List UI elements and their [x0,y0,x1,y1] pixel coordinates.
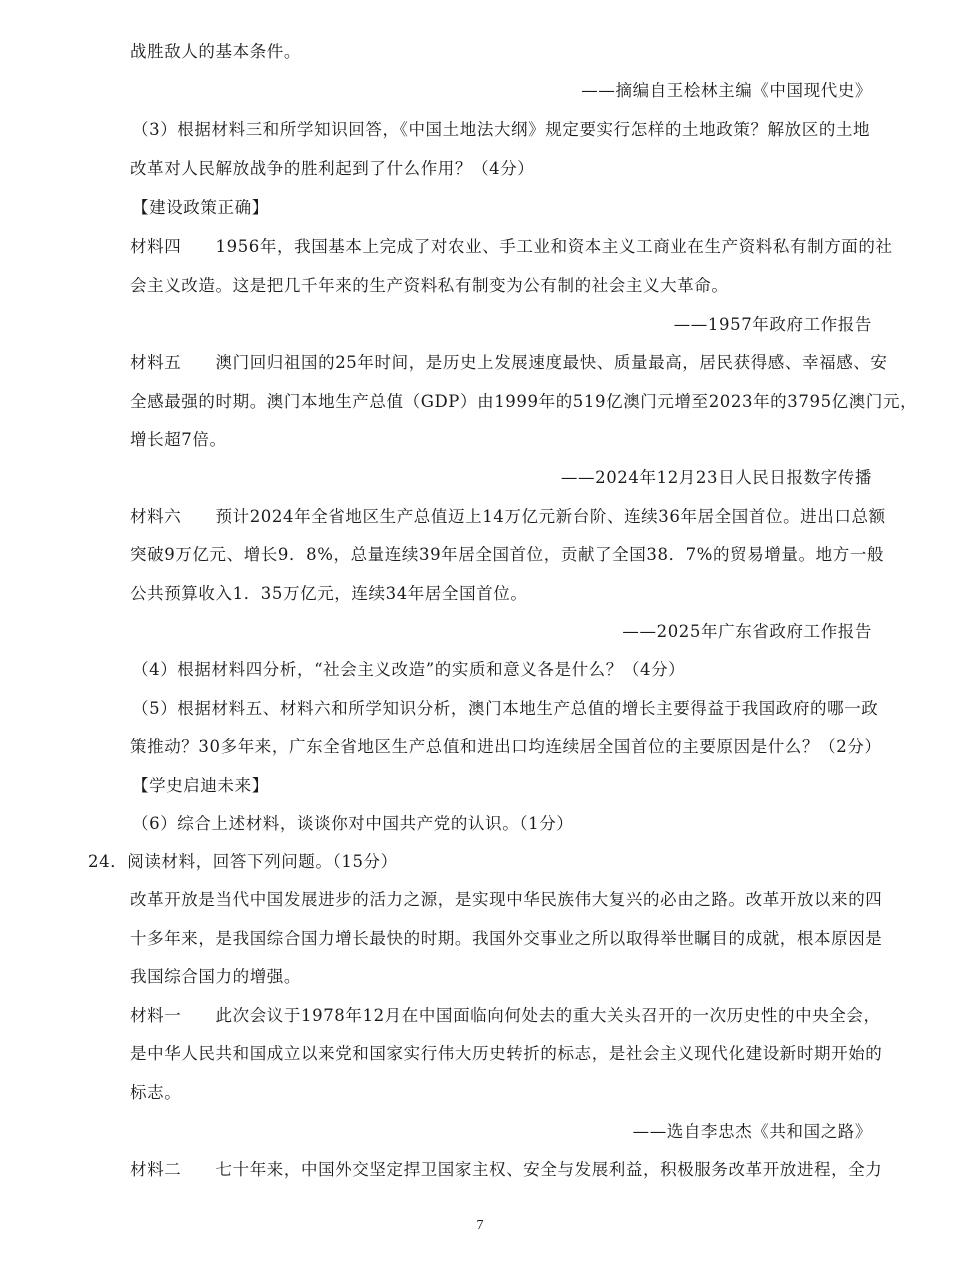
text-line: 十多年来，是我国综合国力增长最快的时期。我国外交事业之所以取得举世瞩目的成就，根本原因是 [130,929,883,948]
section-heading: 【学史启迪未来】 [132,776,269,795]
source-citation: ——2025年广东省政府工作报告 [622,622,872,641]
material-4: 材料四 1956年，我国基本上完成了对农业、手工业和资本主义工商业在生产资料私有制方面的社 [130,237,893,256]
question-5: （5）根据材料五、材料六和所学知识分析，澳门本地生产总值的增长主要得益于我国政府的哪一政 [132,699,879,718]
material-1: 材料一 此次会议于1978年12月在中国面临向何处去的重大关头召开的一次历史性的中央全会， [130,1006,881,1025]
text-line: 改革对人民解放战争的胜利起到了什么作用？（4分） [130,159,535,178]
text-line: 战胜敌人的基本条件。 [130,42,301,61]
text-line: 标志。 [130,1083,182,1102]
material-5: 材料五 澳门回归祖国的25年时间，是历史上发展速度最快、质量最高，居民获得感、幸福感、安 [130,353,888,372]
page-number: 7 [476,1218,484,1233]
question-24: 24．阅读材料，回答下列问题。（15分） [88,852,398,871]
question-6: （6）综合上述材料，谈谈你对中国共产党的认识。（1分） [132,814,574,833]
question-3: （3）根据材料三和所学知识回答，《中国土地法大纲》规定要实行怎样的土地政策？解放区的土地 [132,120,871,139]
text-line: 公共预算收入1．35万亿元，连续34年居全国首位。 [130,584,528,603]
text-line: 策推动？30多年来，广东全省地区生产总值和进出口均连续居全国首位的主要原因是什么？（2分） [130,737,882,756]
text-line: 是中华人民共和国成立以来党和国家实行伟大历史转折的标志，是社会主义现代化建设新时期开始的 [130,1044,883,1063]
text-line: 全感最强的时期。澳门本地生产总值（GDP）由1999年的519亿澳门元增至2023年的3795亿澳门元， [130,392,918,411]
intro-text: 改革开放是当代中国发展进步的活力之源，是实现中华民族伟大复兴的必由之路。改革开放以来的四 [130,890,883,909]
question-4: （4）根据材料四分析，“社会主义改造”的实质和意义各是什么？（4分） [132,660,686,679]
source-citation: ——2024年12月23日人民日报数字传播 [560,468,872,487]
text-line: 增长超7倍。 [130,430,227,449]
source-citation: ——摘编自王桧林主编《中国现代史》 [581,81,872,100]
text-line: 我国综合国力的增强。 [130,967,301,986]
material-2: 材料二 七十年来，中国外交坚定捍卫国家主权、安全与发展利益，积极服务改革开放进程，全力 [130,1160,883,1179]
source-citation: ——选自李忠杰《共和国之路》 [632,1122,872,1141]
section-heading: 【建设政策正确】 [132,198,269,217]
material-6: 材料六 预计2024年全省地区生产总值迈上14万亿元新台阶、连续36年居全国首位。进出口总额 [130,507,886,526]
text-line: 会主义改造。这是把几千年来的生产资料私有制变为公有制的社会主义大革命。 [130,276,729,295]
text-line: 突破9万亿元、增长9．8%，总量连续39年居全国首位，贡献了全国38．7%的贸易增量。地方一般 [130,545,885,564]
source-citation: ——1957年政府工作报告 [673,315,872,334]
